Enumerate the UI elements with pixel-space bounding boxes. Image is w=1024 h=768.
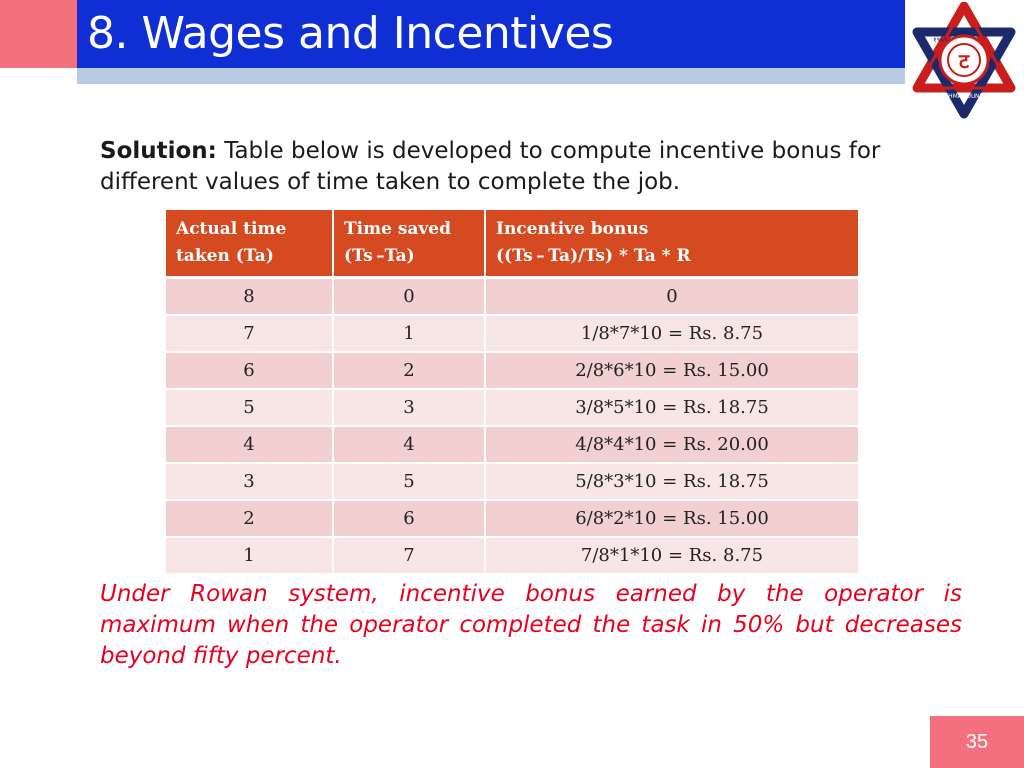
header-incentive-bonus: Incentive bonus ((Ts – Ta)/Ts) * Ta * R xyxy=(485,210,858,278)
title-bar xyxy=(77,0,905,68)
title-underline xyxy=(77,68,905,84)
incentive-bonus-table xyxy=(166,210,858,575)
solution-paragraph xyxy=(100,136,962,198)
cell-time-saved: 0 xyxy=(333,278,485,316)
header-time-saved: Time saved (Ts –Ta) xyxy=(333,210,485,278)
cell-actual-time: 3 xyxy=(166,463,333,500)
page-number: 35 xyxy=(930,716,1024,768)
cell-incentive-bonus: 7/8*1*10 = Rs. 8.75 xyxy=(485,537,858,574)
table-row xyxy=(166,426,858,463)
svg-text:ट: ट xyxy=(958,49,970,73)
table-row xyxy=(166,389,858,426)
table-row xyxy=(166,500,858,537)
cell-actual-time: 4 xyxy=(166,426,333,463)
table-row xyxy=(166,352,858,389)
table-row xyxy=(166,537,858,574)
cell-incentive-bonus: 6/8*2*10 = Rs. 15.00 xyxy=(485,500,858,537)
cell-actual-time: 6 xyxy=(166,352,333,389)
cell-time-saved: 3 xyxy=(333,389,485,426)
slide-title: 8. Wages and Incentives xyxy=(87,8,614,59)
solution-text: Table below is developed to compute incentive bonus for different values of time taken to complete the job. xyxy=(100,138,881,195)
rowan-system-note: Under Rowan system, incentive bonus earned by the operator is maximum when the operator completed the task in 50% but decreases beyond fifty percent. xyxy=(100,581,962,669)
cell-time-saved: 5 xyxy=(333,463,485,500)
cell-incentive-bonus: 0 xyxy=(485,278,858,316)
cell-time-saved: 1 xyxy=(333,315,485,352)
cell-actual-time: 2 xyxy=(166,500,333,537)
cell-actual-time: 7 xyxy=(166,315,333,352)
cell-time-saved: 2 xyxy=(333,352,485,389)
title-accent-block xyxy=(0,0,77,68)
header-actual-time: Actual time taken (Ta) xyxy=(166,210,333,278)
cell-incentive-bonus: 2/8*6*10 = Rs. 15.00 xyxy=(485,352,858,389)
solution-label: Solution: xyxy=(100,138,217,164)
cell-time-saved: 7 xyxy=(333,537,485,574)
svg-text:१९५९: १९५९ xyxy=(933,36,948,44)
cell-incentive-bonus: 5/8*3*10 = Rs. 18.75 xyxy=(485,463,858,500)
institute-emblem-icon xyxy=(909,2,1019,120)
cell-incentive-bonus: 3/8*5*10 = Rs. 18.75 xyxy=(485,389,858,426)
cell-actual-time: 5 xyxy=(166,389,333,426)
cell-incentive-bonus: 1/8*7*10 = Rs. 8.75 xyxy=(485,315,858,352)
cell-time-saved: 6 xyxy=(333,500,485,537)
table-row xyxy=(166,278,858,316)
cell-time-saved: 4 xyxy=(333,426,485,463)
cell-actual-time: 1 xyxy=(166,537,333,574)
table-row xyxy=(166,463,858,500)
table-row xyxy=(166,315,858,352)
table-header-row xyxy=(166,210,858,278)
cell-incentive-bonus: 4/8*4*10 = Rs. 20.00 xyxy=(485,426,858,463)
svg-text:KATHMANDU: KATHMANDU xyxy=(937,93,976,100)
cell-actual-time: 8 xyxy=(166,278,333,316)
svg-text:NEPAL: NEPAL xyxy=(975,93,994,100)
